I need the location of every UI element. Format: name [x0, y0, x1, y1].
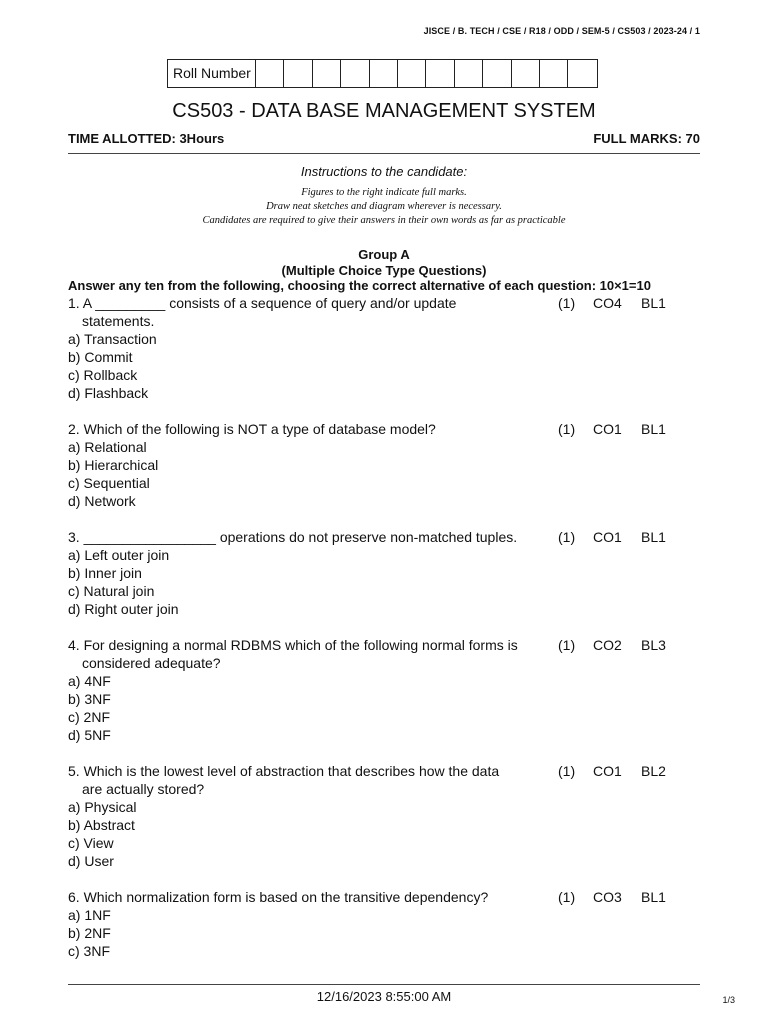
course-outcome: CO1	[593, 529, 622, 545]
course-outcome: CO1	[593, 421, 622, 437]
question-meta	[558, 528, 681, 546]
roll-number-cell[interactable]	[398, 60, 426, 87]
roll-number-cell[interactable]	[483, 60, 511, 87]
roll-number-cell[interactable]	[284, 60, 312, 87]
roll-number-label: Roll Number	[168, 60, 256, 87]
bloom-level: BL1	[641, 421, 666, 437]
option: c) 2NF	[68, 709, 110, 725]
option: a) Relational	[68, 439, 147, 455]
option: a) 4NF	[68, 673, 111, 689]
option: d) Network	[68, 493, 136, 509]
question-3	[68, 528, 700, 618]
instruction-line: Candidates are required to give their answers in their own words as far as practicable	[202, 215, 566, 226]
question-marks: (1)	[558, 889, 576, 905]
option: b) Abstract	[68, 817, 135, 833]
question-text: 5. Which is the lowest level of abstraction that describes how the data are actually stored?	[68, 763, 500, 797]
option: a) Transaction	[68, 331, 157, 347]
roll-number-cell[interactable]	[455, 60, 483, 87]
document-reference: JISCE / B. TECH / CSE / R18 / ODD / SEM-5 / CS503 / 2023-24 / 1	[423, 26, 700, 36]
instructions-list	[0, 186, 768, 228]
option: c) View	[68, 835, 114, 851]
option: c) 3NF	[68, 943, 110, 959]
question-text: 1. A _________ consists of a sequence of query and/or update statements.	[68, 295, 457, 329]
roll-number-cell[interactable]	[313, 60, 341, 87]
option: d) Right outer join	[68, 601, 179, 617]
question-marks: (1)	[558, 637, 576, 653]
question-meta	[558, 420, 681, 438]
question-text: 6. Which normalization form is based on the transitive dependency?	[68, 889, 489, 905]
bloom-level: BL3	[641, 637, 666, 653]
roll-number-cell[interactable]	[568, 60, 596, 87]
question-6	[68, 888, 700, 960]
roll-number-cell[interactable]	[341, 60, 369, 87]
option: c) Rollback	[68, 367, 138, 383]
course-outcome: CO2	[593, 637, 622, 653]
roll-number-cell[interactable]	[426, 60, 454, 87]
course-outcome: CO4	[593, 295, 622, 311]
option: b) 3NF	[68, 691, 111, 707]
question-marks: (1)	[558, 421, 576, 437]
roll-number-cell[interactable]	[256, 60, 284, 87]
header-divider	[68, 153, 700, 154]
full-marks: FULL MARKS: 70	[593, 131, 700, 146]
option: a) 1NF	[68, 907, 111, 923]
roll-number-cell[interactable]	[512, 60, 540, 87]
option: d) Flashback	[68, 385, 149, 401]
bloom-level: BL1	[641, 889, 666, 905]
bloom-level: BL2	[641, 763, 666, 779]
question-text: 2. Which of the following is NOT a type of database model?	[68, 421, 436, 437]
question-meta	[558, 294, 681, 312]
course-outcome: CO3	[593, 889, 622, 905]
option: c) Sequential	[68, 475, 150, 491]
option: b) Hierarchical	[68, 457, 159, 473]
roll-number-cell[interactable]	[540, 60, 568, 87]
time-allotted: TIME ALLOTTED: 3Hours	[68, 131, 225, 146]
bloom-level: BL1	[641, 295, 666, 311]
paper-title: CS503 - DATA BASE MANAGEMENT SYSTEM	[172, 100, 596, 122]
question-list	[68, 294, 700, 978]
roll-number-cell[interactable]	[370, 60, 398, 87]
option: a) Left outer join	[68, 547, 170, 563]
option: b) Commit	[68, 349, 133, 365]
course-outcome: CO1	[593, 763, 622, 779]
question-5	[68, 762, 700, 870]
question-1	[68, 294, 700, 402]
question-text: 4. For designing a normal RDBMS which of the following normal forms is considered adequate?	[68, 637, 518, 671]
group-heading	[0, 247, 768, 279]
question-text: 3. _________________ operations do not preserve non-matched tuples.	[68, 529, 518, 545]
option: b) 2NF	[68, 925, 111, 941]
question-meta	[558, 636, 681, 654]
option: d) 5NF	[68, 727, 111, 743]
question-4	[68, 636, 700, 744]
group-name: Group A	[358, 247, 410, 262]
option: c) Natural join	[68, 583, 155, 599]
question-2	[68, 420, 700, 510]
question-marks: (1)	[558, 529, 576, 545]
bloom-level: BL1	[641, 529, 666, 545]
page-number: 1/3	[722, 995, 735, 1005]
question-marks: (1)	[558, 763, 576, 779]
instruction-line: Figures to the right indicate full marks.	[301, 187, 467, 198]
question-meta	[558, 888, 681, 906]
question-marks: (1)	[558, 295, 576, 311]
instruction-line: Draw neat sketches and diagram wherever is necessary.	[266, 201, 502, 212]
roll-number-box	[167, 59, 598, 88]
option: b) Inner join	[68, 565, 142, 581]
footer-datetime: 12/16/2023 8:55:00 AM	[316, 989, 452, 1004]
group-instruction: Answer any ten from the following, choosing the correct alternative of each question: 10×1=10	[68, 278, 651, 293]
question-meta	[558, 762, 681, 780]
group-type: (Multiple Choice Type Questions)	[281, 263, 487, 278]
instructions-heading: Instructions to the candidate:	[300, 164, 468, 179]
option: a) Physical	[68, 799, 137, 815]
footer-divider	[68, 984, 700, 985]
option: d) User	[68, 853, 114, 869]
